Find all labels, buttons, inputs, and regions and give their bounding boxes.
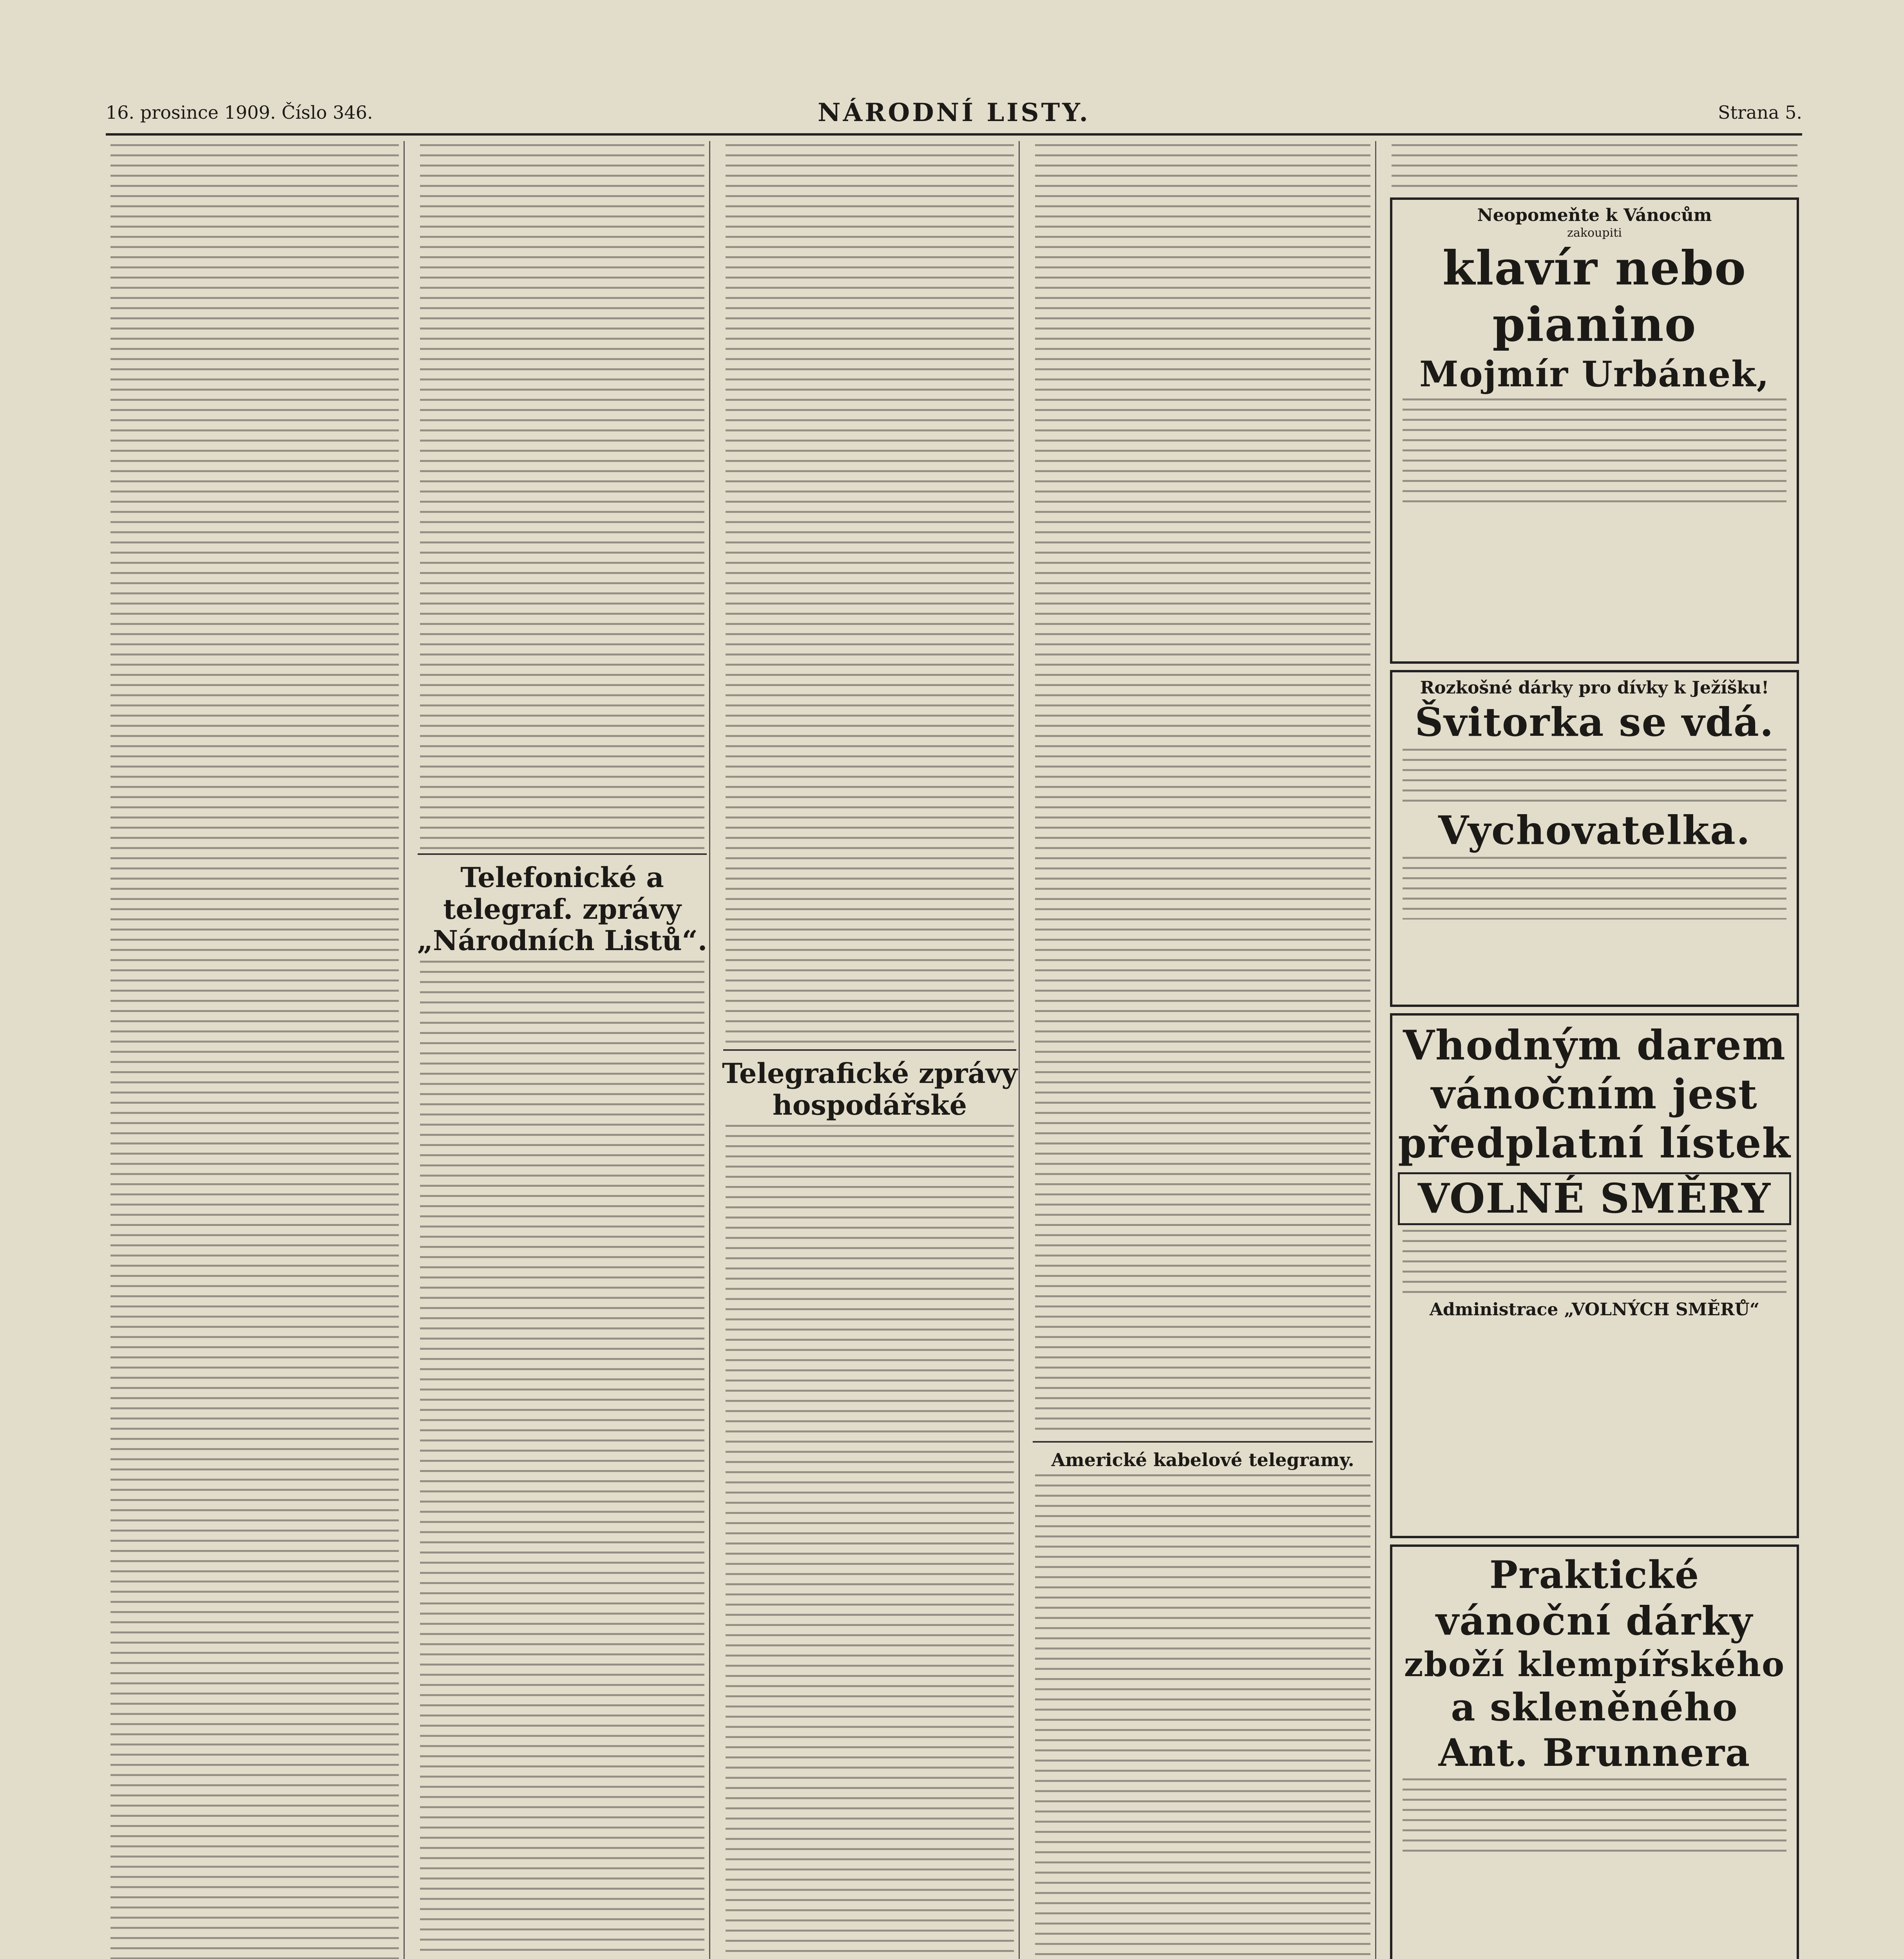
column-1 <box>106 141 405 1959</box>
column-2 <box>415 141 710 1959</box>
column-5-ads <box>1387 141 1802 1959</box>
column-3 <box>721 141 1020 1959</box>
ad-brunner: Praktické vánoční dárky zboží klempířského a skleněného Ant. Brunnera <box>1390 1544 1799 1959</box>
economic-reports-head: Telegrafické zprávy hospodářské <box>722 1057 1018 1121</box>
body-text <box>726 144 1014 1045</box>
masthead-title: NÁRODNÍ LISTY. <box>818 98 1090 127</box>
body-text <box>420 961 704 1959</box>
body-text <box>1392 144 1797 191</box>
telephone-reports-head: Telefonické a telegraf. zprávy „Národních Listů“. <box>417 861 708 957</box>
masthead <box>106 98 1802 136</box>
column-4 <box>1030 141 1376 1959</box>
masthead-date-issue: 16. prosince 1909. Číslo 346. <box>106 102 373 123</box>
american-cables-head: Americké kabelové telegramy. <box>1051 1449 1354 1470</box>
body-text <box>726 1125 1014 1959</box>
body-text <box>110 144 399 1959</box>
body-text <box>1035 1474 1370 1959</box>
ad-volne-smery: Vhodným darem vánočním jest předplatní lístek VOLNÉ SMĚRY Administrace „VOLNÝCH SMĚRŮ“ <box>1390 1013 1799 1538</box>
body-text <box>420 144 704 849</box>
masthead-page: Strana 5. <box>1718 102 1802 123</box>
ad-piano: Neopomeňte k Vánocům zakoupiti klavír nebo pianino Mojmír Urbánek, <box>1390 197 1799 664</box>
body-text <box>1035 144 1370 1437</box>
ad-books: Rozkošné dárky pro dívky k Ježíšku! Švitorka se vdá. Vychovatelka. <box>1390 670 1799 1007</box>
